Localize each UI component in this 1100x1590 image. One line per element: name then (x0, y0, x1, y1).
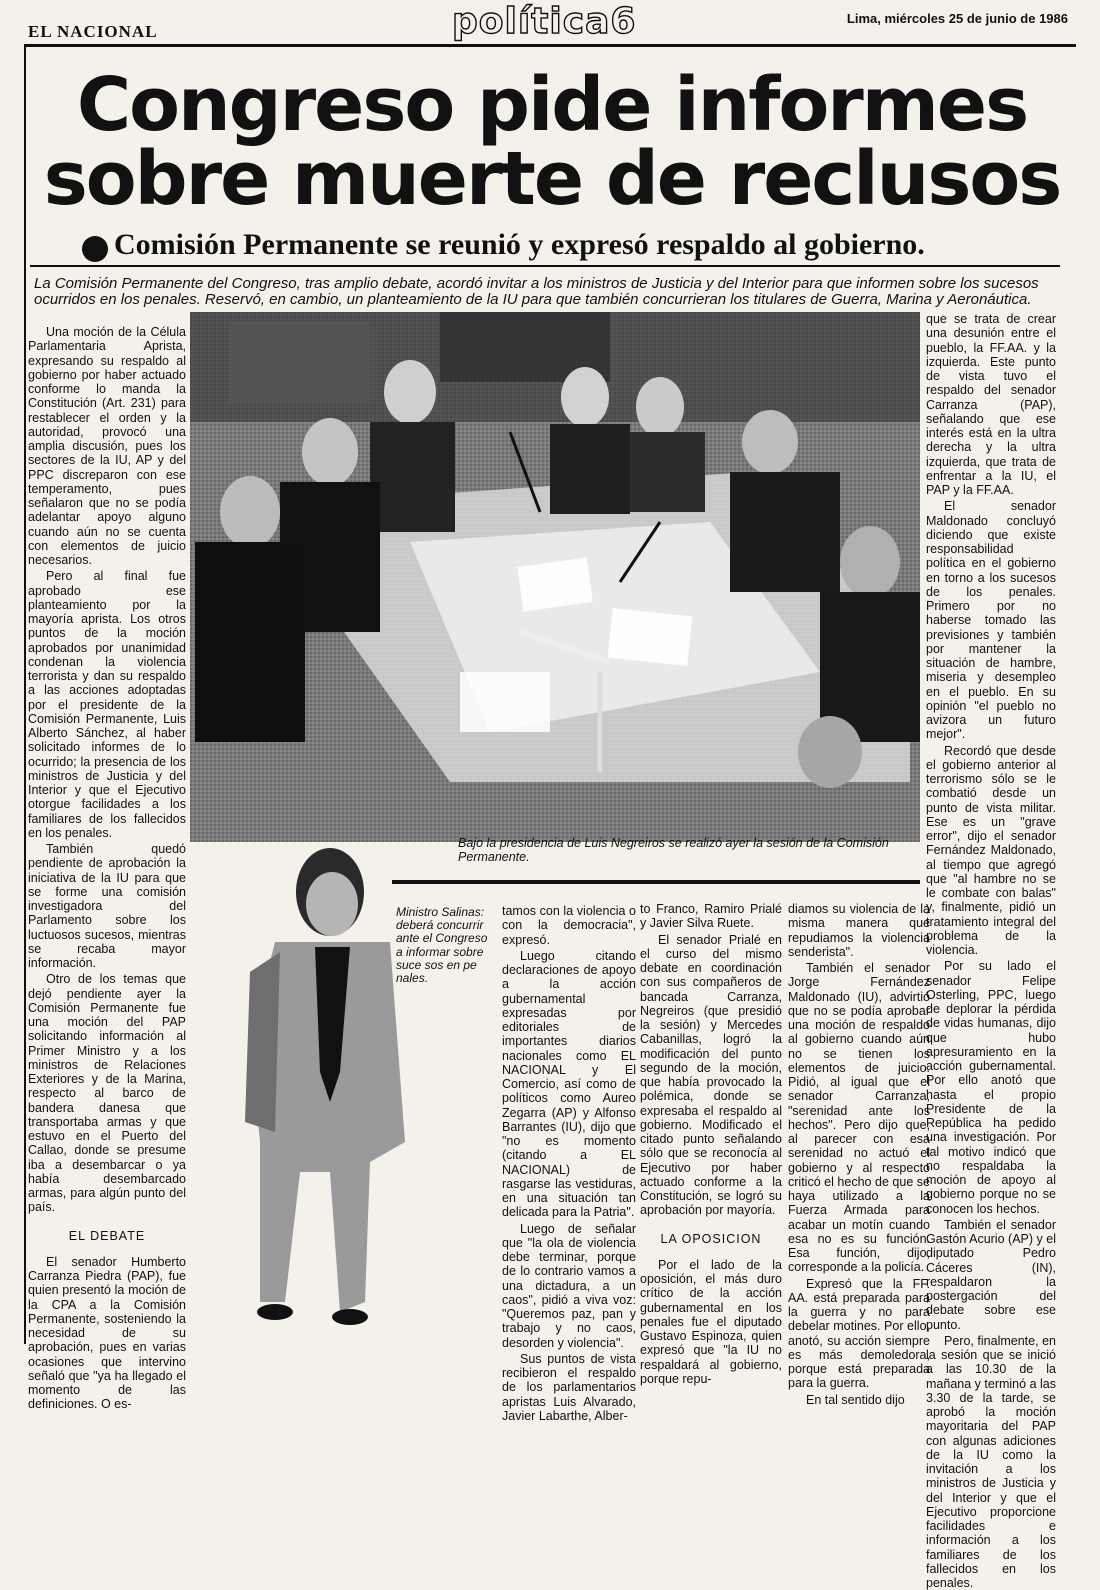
paragraph: tamos con la violencia o con la democracia", expresó. (502, 904, 636, 947)
masthead: EL NACIONAL (28, 22, 158, 41)
article-column-4 (788, 902, 930, 1407)
paragraph: Sus puntos de vista recibieron el respaldo de los parlamentarios apristas Luis Alvarado, Javier Labarthe, Alber- (502, 1351, 636, 1423)
top-rule (24, 44, 1076, 47)
lede-paragraph: La Comisión Permanente del Congreso, tras amplio debate, acordó invitar a los ministros de Justicia y del Interior para que informen sobre los sucesos ocurridos en los penales. Reservó, en cambio, un planteamiento de la IU para que también concurrieran los titulares de Guerra, Marina y Aeronáutica. (34, 275, 1039, 309)
paragraph: También quedó pendiente de aprobación la iniciativa de la IU para que se forme una comisión investigadora del Parlamento sobre los luctuosos sucesos, mientras se recaba mayor información. (28, 842, 186, 970)
paragraph: Otro de los temas que dejó pendiente ayer la Comisión Permanente fue una moción del PAP solicitando información al Primer Ministro y a los ministros de Relaciones Exteriores y de la Marina, respecto al barco de bandera danesa que transportaba armas y que estuvo en el Puerto del Callao, donde se presume iba a desembarcar o ya había desembarcado armas, para algún punto del país. (28, 972, 186, 1215)
paragraph: Luego de señalar que "la ola de violencia debe terminar, porque de lo contrario vamos a una dictadura, a un caos", pidió a viva voz: "Queremos paz, pan y trabajo y no caos, desorden y violencia". (502, 1221, 636, 1350)
subhead-rule (30, 265, 1060, 267)
paragraph: También el senador Gastón Acurio (AP) y el diputado Pedro Cáceres (IN), respaldaron la postergación del debate sobre ese punto. (926, 1217, 1056, 1332)
subheadline (78, 228, 925, 262)
minister-photo (190, 842, 420, 1337)
section-logo: política6 (452, 1, 637, 42)
paragraph: Por su lado el senador Felipe Osterling, PPC, luego de deplorar la pérdida de vidas humanas, dijo que hubo apresuramiento en la acción gubernamental. Por ello anotó que hasta el propio Presidente de la República ha pedido una investigación. Por tal motivo indicó que no respaldaba la moción de apoyo al gobierno porque no se conocen los hechos. (926, 959, 1056, 1216)
paragraph: Luego citando declaraciones de apoyo a la acción gubernamental expresadas por editoriales de importantes diarios nacionales como EL NACIONAL y El Comercio, así como de políticos como Aureo Zegarra (AP) y Alfonso Barrantes (IU), dijo que "no es momento (citando a EL NACIONAL) de rasgarse las vestiduras, en una situación tan delicada para la Patria". (502, 948, 636, 1220)
article-column-5 (926, 312, 1056, 1590)
paragraph: El senador Prialé en el curso del mismo debate en coordinación con sus compañeros de bancada Carranza, Negreiros (que presidió la sesión) y Mercedes Cabanillas, logró la modificación del punto segundo de la moción, que había provocado la polémica, donde se expresaba el respaldo al gobierno. Modificado el citado punto señalando sólo que se reconocía al Ejecutivo por haber actuado conforme a la Constitución, se logró su aprobación por mayoría. (640, 932, 782, 1218)
paragraph: Expresó que la FF. AA. está preparada para la guerra y no para debelar motines. Por ello, anotó, su acción siempre es más demoledora, porque está preparada para la guerra. (788, 1276, 930, 1391)
paragraph: Pero, finalmente, en la sesión que se inició a las 10.30 de la mañana y terminó a las 3.30 de la tarde, se aprobó la moción mayoritaria del PAP con algunas adiciones de la IU como la invitación a los ministros de Justicia y del Interior y que el Ejecutivo proporcione facilidades e información a los familiares de los fallecidos en los penales. (926, 1333, 1056, 1590)
caption-rule (392, 880, 920, 884)
article-column-1 (28, 325, 186, 1412)
dateline: Lima, miércoles 25 de junio de 1986 (846, 11, 1068, 26)
paragraph: También el senador Jorge Fernández Maldonado (IU), advirtió que no se podía aprobar una moción de respaldo al gobierno cuando aún no se tienen los elementos de juicio. Pidió, al igual que el senador Carranza, "serenidad ante los hechos". Pero dijo que, al parecer con esa serenidad no actuó el gobierno y al respecto criticó el hecho de que se haya utilizado a la Fuerza Armada para acabar un motín cuando esa no es su función. Esa función, dijo, corresponde a la policía. (788, 961, 930, 1275)
minister-photo-caption: Ministro Salinas: deberá concurrir ante el Congreso a informar sobre suce sos en pe nales. (396, 905, 488, 985)
paragraph: El senador Humberto Carranza Piedra (PAP), fue quien presentó la moción de la CPA a la Comisión Permanente, sosteniendo la necesidad de su aprobación, pues en varias ocasiones que intervino señaló que "ya ha llegado el momento de las definiciones. O es- (28, 1254, 186, 1412)
headline-line-1: Congreso pide informes (76, 62, 1028, 148)
article-column-2 (502, 904, 636, 1423)
paragraph: Pero al final fue aprobado ese planteamiento por la mayoría aprista. Los otros puntos de la moción aprobados por unanimidad condenan la violencia terrorista y dan su respaldo a las acciones adoptadas por el presidente de la Comisión Permanente, Luis Alberto Sánchez, al haber solicitado informes de lo ocurrido; la presencia de los ministros de Justicia y del Interior y que el Ejecutivo otorgue facilidades a los familiares de los fallecidos en los penales. (28, 569, 186, 840)
article-column-3 (640, 902, 782, 1386)
meeting-photo (190, 312, 920, 842)
headline-line-2: sobre muerte de reclusos (43, 136, 1061, 222)
paragraph: Recordó que desde el gobierno anterior al terrorismo sólo se le combatió desde un punto de vista militar. Ese es un "grave error", dijo el senador Fernández Maldonado, al tiempo que agregó que "al hambre no se le combate con balas" y, finalmente, pidió un tratamiento integral del problema de la violencia. (926, 743, 1056, 957)
paragraph: diamos su violencia de la misma manera que repudiamos la violencia senderista". (788, 902, 930, 959)
subheadline-text: Comisión Permanente se reunió y expresó respaldo al gobierno. (114, 228, 925, 261)
paragraph: Por el lado de la oposición, el más duro crítico de la acción gubernamental en los penales fue el diputado Gustavo Espinoza, quien expresó que "la IU no respaldará al gobierno, porque repu- (640, 1257, 782, 1386)
paragraph: El senador Maldonado concluyó diciendo que existe responsabilidad política en el gobierno en torno a los sucesos de los penales. Primero por no haberse tomado las previsiones y también por mantener la situación de hambre, miseria y desempleo en el pueblo. En su opinión "el pueblo no avizora un futuro mejor". (926, 499, 1056, 742)
paragraph: to Franco, Ramiro Prialé y Javier Silva Ruete. (640, 902, 782, 931)
photo-caption: Bajo la presidencia de Luis Negreiros se realizó ayer la sesión de la Comisión Permanente. (458, 836, 889, 865)
section-heading-la-oposicion: LA OPOSICION (660, 1231, 762, 1246)
left-rule (24, 44, 26, 1344)
paragraph: Una moción de la Célula Parlamentaria Aprista, expresando su respaldo al gobierno por haber actuado conforme lo manda la Constitución (Art. 231) para restablecer el orden y la autoridad, provocó una amplia discusión, pues los sectores de la IU, AP y del PPC discreparon con ese temperamento, pues señalaron que no se podía adelantar apoyo alguno cuando aún no se cuenta con elementos de juicio necesarios. (28, 325, 186, 567)
paragraph: que se trata de crear una desunión entre el pueblo, la FF.AA. y la izquierda. Este punto de vista tuvo el respaldo del senador Carranza (PAP), señalando que ese interés está en la ultra derecha y la ultra izquierda, que trata de enfrentar a la IU, el PAP y la FF.AA. (926, 312, 1056, 497)
paragraph: En tal sentido dijo (806, 1392, 905, 1407)
section-heading-el-debate: EL DEBATE (68, 1228, 146, 1243)
